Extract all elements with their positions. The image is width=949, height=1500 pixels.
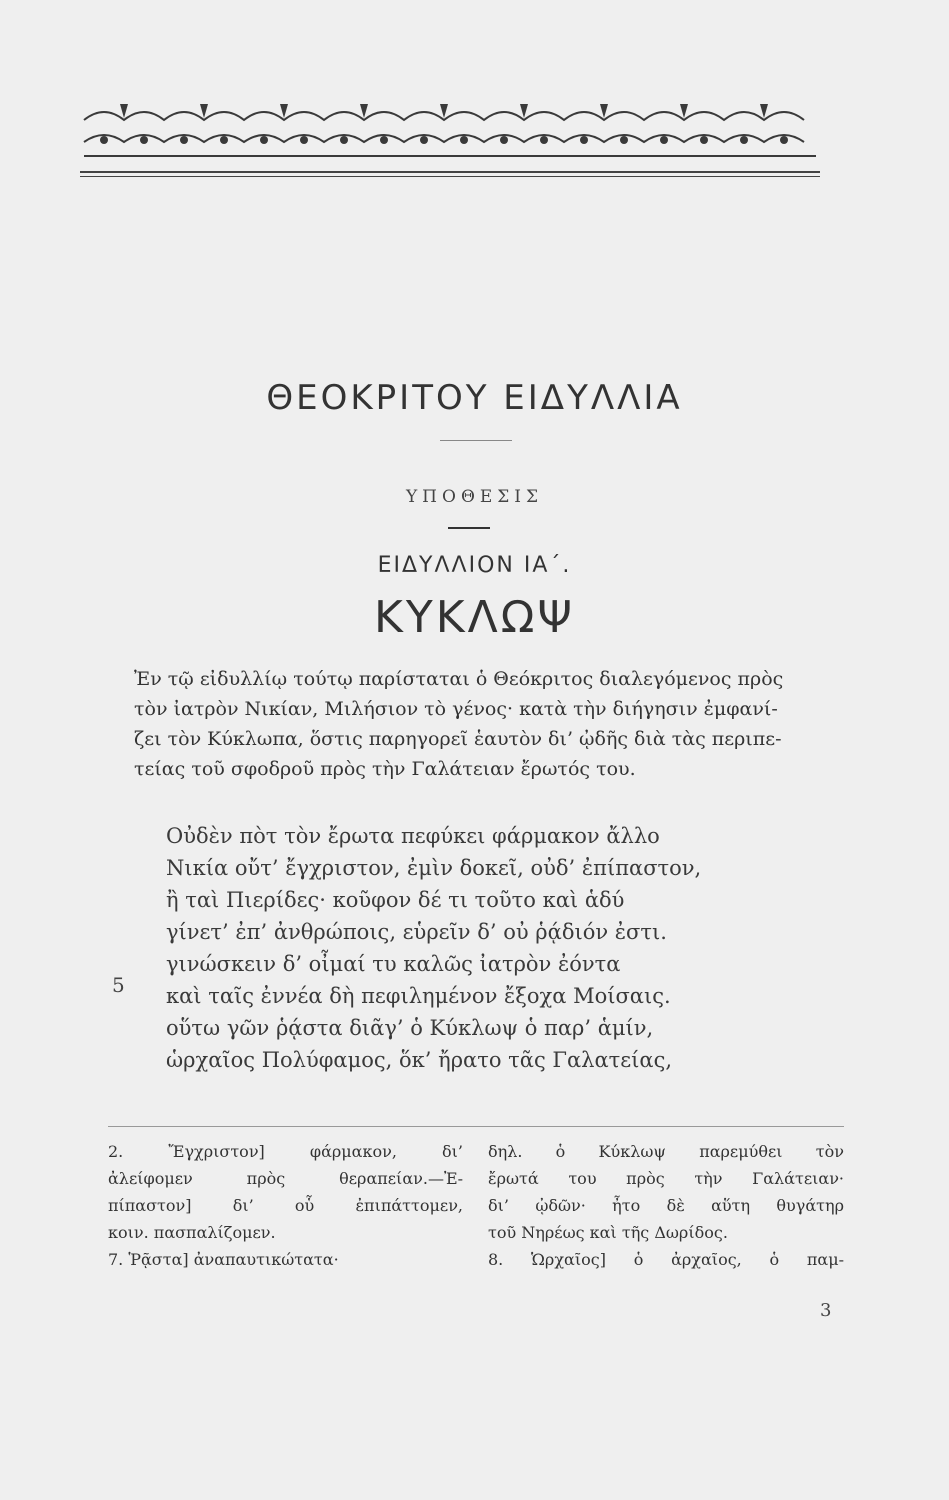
poem-text <box>166 820 806 1076</box>
idyll-number: ΕΙΔΥΛΛΙΟΝ ΙΑ΄. <box>377 553 572 578</box>
footnotes-right-column <box>488 1138 844 1273</box>
footnote-line: 7. Ῥᾷστα] ἀναπαυτικώτατα· <box>108 1250 339 1269</box>
footnote-line: ἔρωτά του πρὸς τὴν Γαλάτειαν· <box>488 1169 844 1188</box>
argument-line: τείας τοῦ σφοδροῦ πρὸς τὴν Γαλάτειαν ἔρωτός του. <box>134 758 636 780</box>
poem-line: γινώσκειν δ’ οἶμαί τυ καλῶς ἰατρὸν ἐόντα <box>166 952 621 976</box>
footnote-line: τοῦ Νηρέως καὶ τῆς Δωρίδος. <box>488 1223 728 1242</box>
poem-line: Οὐδὲν πὸτ τὸν ἔρωτα πεφύκει φάρμακον ἄλλο <box>166 824 660 848</box>
footnote-line: πίπαστον] δι’ οὗ ἐπιπάττομεν, <box>108 1196 463 1215</box>
footnote-line: δηλ. ὁ Κύκλωψ παρεμύθει τὸν <box>488 1142 844 1161</box>
footnote-line: ἀλείφομεν πρὸς θεραπείαν.—Ἐ- <box>108 1169 463 1188</box>
book-title: ΘΕΟΚΡΙΤΟΥ ΕΙΔΥΛΛΙΑ <box>266 378 683 418</box>
verse-line-number: 5 <box>112 973 125 997</box>
decorative-header-ornament <box>80 100 820 162</box>
page-number: 3 <box>820 1300 832 1321</box>
footnote-line: 8. Ὡρχαῖος] ὁ ἀρχαῖος, ὁ παμ- <box>488 1250 844 1269</box>
argument-paragraph <box>108 664 844 784</box>
argument-line: ζει τὸν Κύκλωπα, ὅστις παρηγορεῖ ἑαυτὸν δι’ ᾠδῆς διὰ τὰς περιπε- <box>134 728 782 750</box>
footnote-divider <box>108 1126 844 1127</box>
section-label: ΥΠΟΘΕΣΙΣ <box>405 487 544 507</box>
argument-line: Ἐν τῷ εἰδυλλίῳ τούτῳ παρίσταται ὁ Θεόκριτος διαλεγόμενος πρὸς <box>134 668 784 690</box>
poem-line: γίνετ’ ἐπ’ ἀνθρώποις, εὑρεῖν δ’ οὐ ῥᾴδιόν ἐστι. <box>166 920 667 944</box>
footnote-line: 2. Ἔγχριστον] φάρμακον, δι’ <box>108 1142 463 1161</box>
poem-line: ὡρχαῖος Πολύφαμος, ὅκ’ ἤρατο τᾶς Γαλατείας, <box>166 1048 672 1072</box>
title-divider <box>440 440 512 441</box>
footnote-line: δι’ ᾠδῶν· ἦτο δὲ αὕτη θυγάτηρ <box>488 1196 844 1215</box>
header-rule <box>80 171 820 173</box>
poem-line: οὕτω γῶν ῥᾴστα διᾶγ’ ὁ Κύκλωψ ὁ παρ’ ἁμίν, <box>166 1016 654 1040</box>
footnotes-left-column <box>108 1138 463 1273</box>
poem-line: Νικία οὔτ’ ἔγχριστον, ἐμὶν δοκεῖ, οὐδ’ ἐπίπαστον, <box>166 856 702 880</box>
footnote-line: κοιν. πασπαλίζομεν. <box>108 1223 276 1242</box>
poem-line: καὶ ταῖς ἐννέα δὴ πεφιλημένον ἔξοχα Μοίσαις. <box>166 984 671 1008</box>
header-rule-thin <box>80 176 820 177</box>
poem-line: ἢ ταὶ Πιερίδες· κοῦφον δέ τι τοῦτο καὶ ἁδύ <box>166 888 625 912</box>
argument-line: τὸν ἰατρὸν Νικίαν, Μιλήσιον τὸ γένος· κατὰ τὴν διήγησιν ἐμφανί- <box>134 698 778 720</box>
idyll-title: ΚΥΚΛΩΨ <box>374 592 575 643</box>
section-divider <box>448 527 490 529</box>
